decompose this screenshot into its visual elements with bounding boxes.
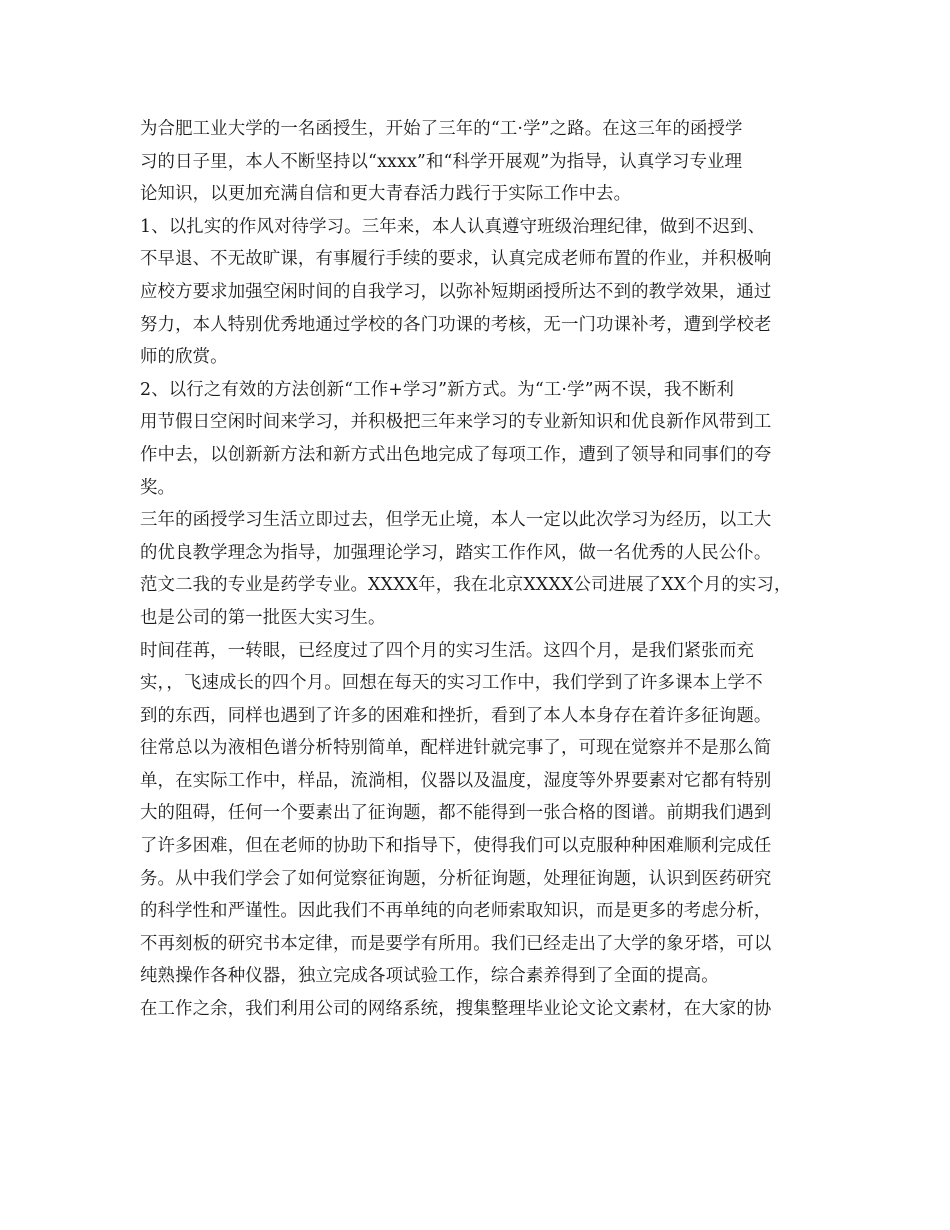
text-line: 为合肥工业大学的一名函授生，开始了三年的“工·学”之路。在这三年的函授学	[140, 119, 743, 139]
text-line: 作中去，以创新新方法和新方式出色地完成了每项工作，遭到了领导和同事们的夸	[140, 444, 772, 465]
text-line: 奖。	[140, 477, 176, 498]
text-line: 论知识，以更加充满自信和更大青春活力践行于实际工作中去。	[140, 184, 632, 205]
text-line: 努力，本人特别优秀地通过学校的各门功课的考核，无一门功课补考，遭到学校老	[140, 314, 772, 335]
text-line: 习的日子里，本人不断坚持以“xxxx”和“科学开展观”为指导，认真学习专业理	[140, 151, 743, 172]
text-line: 的科学性和严谨性。因此我们不再单纯的向老师索取知识，而是更多的考虑分析，	[140, 901, 772, 922]
text-line: 不再刻板的研究书本定律，而是要学有所用。我们已经走出了大学的象牙塔，可以	[140, 933, 772, 954]
text-line: 单，在实际工作中，样品，流淌相，仪器以及温度，湿度等外界要素对它都有特别	[140, 770, 772, 791]
text-line: 时间荏苒，一转眼，已经度过了四个月的实习生活。这四个月，是我们紧张而充	[140, 640, 754, 661]
text-line: 2、以行之有效的方法创新“工作+学习”新方式。为“工·学”两不误，我不断利	[140, 379, 734, 400]
text-line: 1、以扎实的作风对待学习。三年来，本人认真遵守班级治理纪律，做到不迟到、	[140, 216, 766, 237]
text-line: 的优良教学理念为指导，加强理论学习，踏实工作作风，做一名优秀的人民公仆。	[140, 542, 772, 563]
text-line: 纯熟操作各种仪器，独立完成各项试验工作，综合素养得到了全面的提高。	[140, 966, 719, 987]
text-line: 务。从中我们学会了如何觉察征询题，分析征询题，处理征询题，认识到医药研究	[140, 868, 772, 889]
document-body	[140, 113, 820, 1026]
text-line: 用节假日空闲时间来学习，并积极把三年来学习的专业新知识和优良新作风带到工	[140, 412, 772, 433]
text-line: 也是公司的第一批医大实习生。	[140, 607, 386, 628]
text-line: 师的欣赏。	[140, 347, 228, 368]
text-line: 在工作之余，我们利用公司的网络系统，搜集整理毕业论文论文素材，在大家的协	[140, 999, 772, 1020]
text-line: 大的阻碍，任何一个要素出了征询题，都不能得到一张合格的图谱。前期我们遇到	[140, 803, 772, 824]
text-line: 实，，飞速成长的四个月。回想在每天的实习工作中，我们学到了许多课本上学不	[140, 673, 763, 694]
text-line: 三年的函授学习生活立即过去，但学无止境，本人一定以此次学习为经历，以工大	[140, 510, 772, 531]
text-line: 到的东西，同样也遇到了许多的困难和挫折，看到了本人本身存在着许多征询题。	[140, 705, 772, 726]
text-line: 往常总以为液相色谱分析特别简单，配样进针就完事了，可现在觉察并不是那么简	[140, 738, 772, 759]
text-line: 应校方要求加强空闲时间的自我学习，以弥补短期函授所达不到的教学效果，通过	[140, 281, 772, 302]
text-line: 了许多困难，但在老师的协助下和指导下，使得我们可以克服种种困难顺利完成任	[140, 836, 772, 857]
text-line: 不早退、不无故旷课，有事履行手续的要求，认真完成老师布置的作业，并积极响	[140, 249, 772, 270]
text-line: 范文二我的专业是药学专业。XXXX年，我在北京XXXX公司进展了XX个月的实习，	[140, 575, 792, 596]
